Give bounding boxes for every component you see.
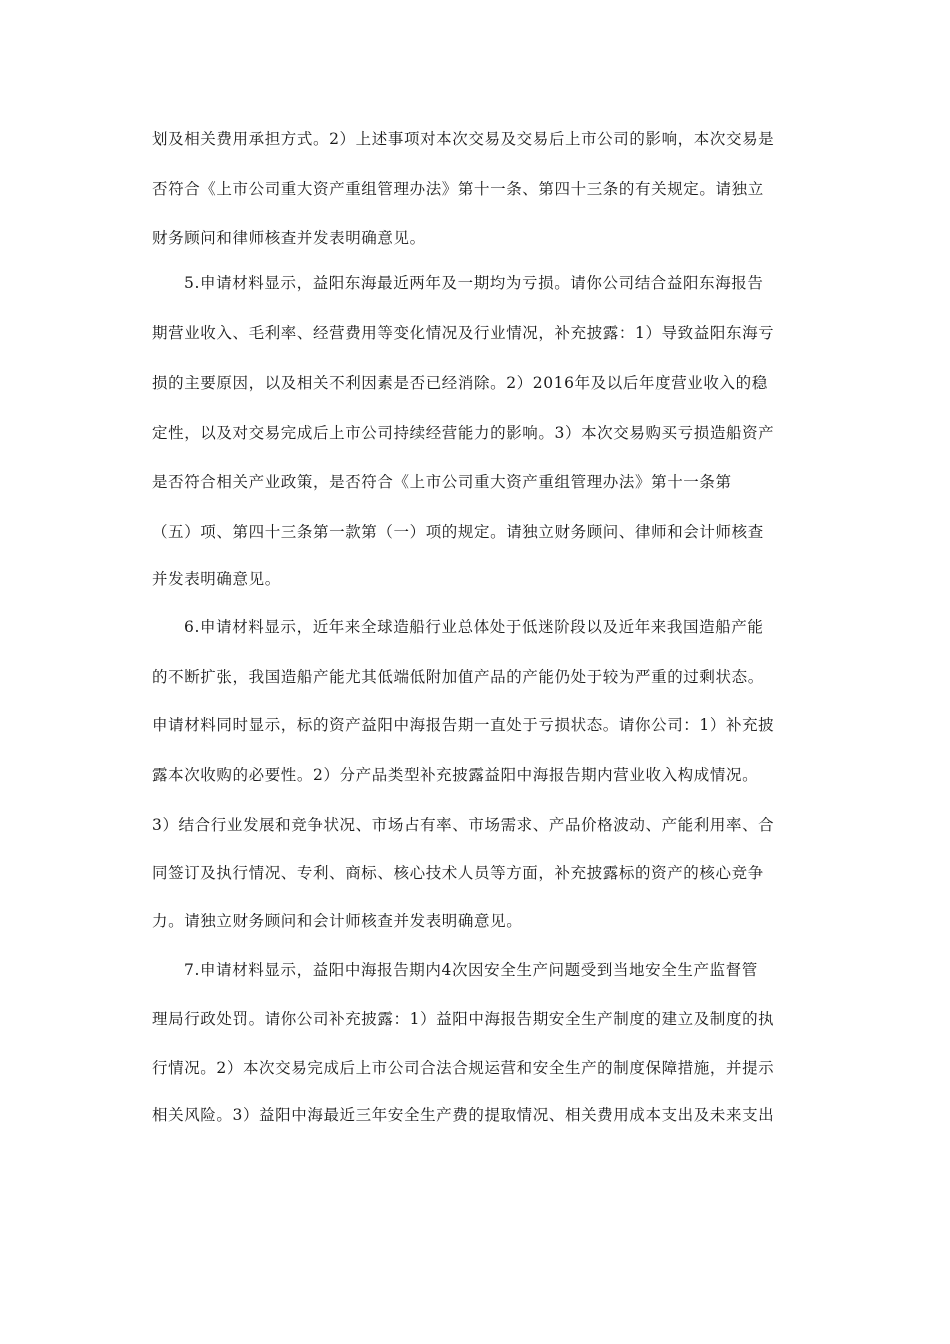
- text-line: 行情况。2）本次交易完成后上市公司合法合规运营和安全生产的制度保障措施，并提示: [152, 1059, 775, 1077]
- text-line: 并发表明确意见。: [152, 570, 281, 588]
- text-line: 力。请独立财务顾问和会计师核查并发表明确意见。: [152, 912, 523, 930]
- text-line: 相关风险。3）益阳中海最近三年安全生产费的提取情况、相关费用成本支出及未来支出: [152, 1106, 775, 1124]
- text-line: 3）结合行业发展和竞争状况、市场占有率、市场需求、产品价格波动、产能利用率、合: [152, 816, 775, 834]
- text-line: 同签订及执行情况、专利、商标、核心技术人员等方面，补充披露标的资产的核心竞争: [152, 864, 764, 882]
- text-line: 期营业收入、毛利率、经营费用等变化情况及行业情况，补充披露：1）导致益阳东海亏: [152, 324, 775, 342]
- paragraph-6-start: 6.申请材料显示，近年来全球造船行业总体处于低迷阶段以及近年来我国造船产能: [184, 618, 764, 636]
- text-line: 损的主要原因，以及相关不利因素是否已经消除。2）2016年及以后年度营业收入的稳: [152, 374, 768, 392]
- text-line: 定性，以及对交易完成后上市公司持续经营能力的影响。3）本次交易购买亏损造船资产: [152, 424, 775, 442]
- text-line: 否符合《上市公司重大资产重组管理办法》第十一条、第四十三条的有关规定。请独立: [152, 180, 764, 198]
- text-line: 财务顾问和律师核查并发表明确意见。: [152, 229, 426, 247]
- text-line: 的不断扩张，我国造船产能尤其低端低附加值产品的产能仍处于较为严重的过剩状态。: [152, 668, 764, 686]
- text-line: 露本次收购的必要性。2）分产品类型补充披露益阳中海报告期内营业收入构成情况。: [152, 766, 759, 784]
- text-line: 理局行政处罚。请你公司补充披露：1）益阳中海报告期安全生产制度的建立及制度的执: [152, 1010, 775, 1028]
- text-line: 划及相关费用承担方式。2）上述事项对本次交易及交易后上市公司的影响，本次交易是: [152, 130, 775, 148]
- text-line: 是否符合相关产业政策，是否符合《上市公司重大资产重组管理办法》第十一条第: [152, 473, 732, 491]
- paragraph-5-start: 5.申请材料显示，益阳东海最近两年及一期均为亏损。请你公司结合益阳东海报告: [184, 274, 764, 292]
- paragraph-7-start: 7.申请材料显示，益阳中海报告期内4次因安全生产问题受到当地安全生产监督管: [184, 961, 758, 979]
- text-line: （五）项、第四十三条第一款第（一）项的规定。请独立财务顾问、律师和会计师核查: [152, 523, 764, 541]
- text-line: 申请材料同时显示，标的资产益阳中海报告期一直处于亏损状态。请你公司：1）补充披: [152, 716, 775, 734]
